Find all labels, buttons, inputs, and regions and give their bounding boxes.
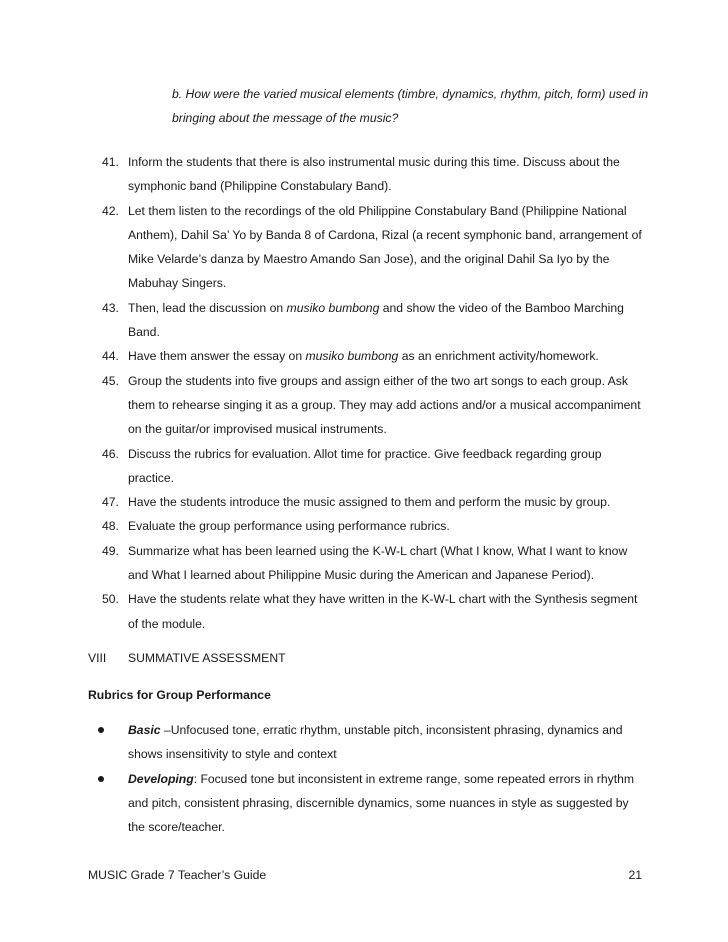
item-number: 45. [102,373,119,388]
section-numeral: VIII [88,651,107,665]
item-number: 43. [102,300,119,315]
rubric-term: Developing [128,771,194,786]
item-number: 44. [102,349,119,364]
footer-title: MUSIC Grade 7 Teacher’s Guide [88,868,267,882]
list-item [0,514,643,538]
item-text-post: as an enrichment activity/homework. [398,349,599,364]
item-text-pre: Then, lead the discussion on [128,300,287,315]
procedure-list [0,150,728,636]
bullet-icon [98,727,104,733]
question-b-line2: bringing about the message of the music? [172,111,399,125]
item-text: Group the students into five groups and assign either of the two art songs to each group. Ask them to rehearse singing it as a group. They may add actions and/or a musical accompaniment on the guitar/or improvised musical instruments. [128,373,641,437]
item-text: Inform the students that there is also instrumental music during this time. Discuss about the symphonic band (Philippine Constabulary Band). [128,155,620,194]
item-text: Summarize what has been learned using the K-W-L chart (What I know, What I want to know and What I learned about Philippine Music during the American and Japanese Period). [128,543,628,583]
question-b-line1: b. How were the varied musical elements (timbre, dynamics, rhythm, pitch, form) used in [172,87,649,101]
item-text: Have the students relate what they have written in the K-W-L chart with the Synthesis segment of the module. [128,592,638,631]
list-item [0,490,643,514]
rubric-description: : Focused tone but inconsistent in extreme range, some repeated errors in rhythm and pitch, consistent phrasing, discernible dynamics, some nuances in style as suggested by the score/teacher. [128,771,635,835]
item-number: 41. [102,155,119,169]
rubric-description: –Unfocused tone, erratic rhythm, unstable pitch, inconsistent phrasing, dynamics and shows insensitivity to style and context [128,723,623,762]
item-text: Evaluate the group performance using performance rubrics. [128,519,450,534]
item-number: 48. [102,519,119,534]
rubrics-list [0,718,728,839]
item-text-post: and show the video of the Bamboo Marching Band. [128,300,624,340]
item-text: Let them listen to the recordings of the old Philippine Constabulary Band (Philippine National Anthem), Dahil Sa’ Yo by Banda 8 of Cardona, Rizal (a recent symphonic band, arrangement of Mike Velarde’s danza by Maestro Amando San Jose), and the original Dahil Sa Iyo by the Mabuhay Singers. [128,203,642,291]
rubrics-title: Rubrics for Group Performance [88,688,271,702]
page-number: 21 [628,868,642,882]
item-number: 47. [102,495,119,510]
item-text: Discuss the rubrics for evaluation. Allot time for practice. Give feedback regarding group practice. [128,446,602,485]
bullet-icon [98,776,104,782]
rubric-item [0,767,643,840]
list-item [0,344,643,368]
list-item [0,587,643,636]
item-text-pre: Have them answer the essay on [128,349,306,364]
list-item [0,150,643,199]
item-number: 42. [102,203,119,218]
list-item [0,369,643,442]
list-item [0,296,643,345]
rubric-term: Basic [128,723,161,737]
rubric-item [0,718,643,767]
item-number: 49. [102,543,119,558]
item-text-emphasis: musiko bumbong [286,300,380,315]
item-text: Have the students introduce the music assigned to them and perform the music by group. [128,495,611,510]
item-text-emphasis: musiko bumbong [305,349,399,364]
section-title: SUMMATIVE ASSESSMENT [128,651,286,665]
list-item [0,539,643,588]
item-number: 50. [102,592,119,607]
list-item [0,199,643,296]
list-item [0,442,643,491]
item-number: 46. [102,446,119,461]
